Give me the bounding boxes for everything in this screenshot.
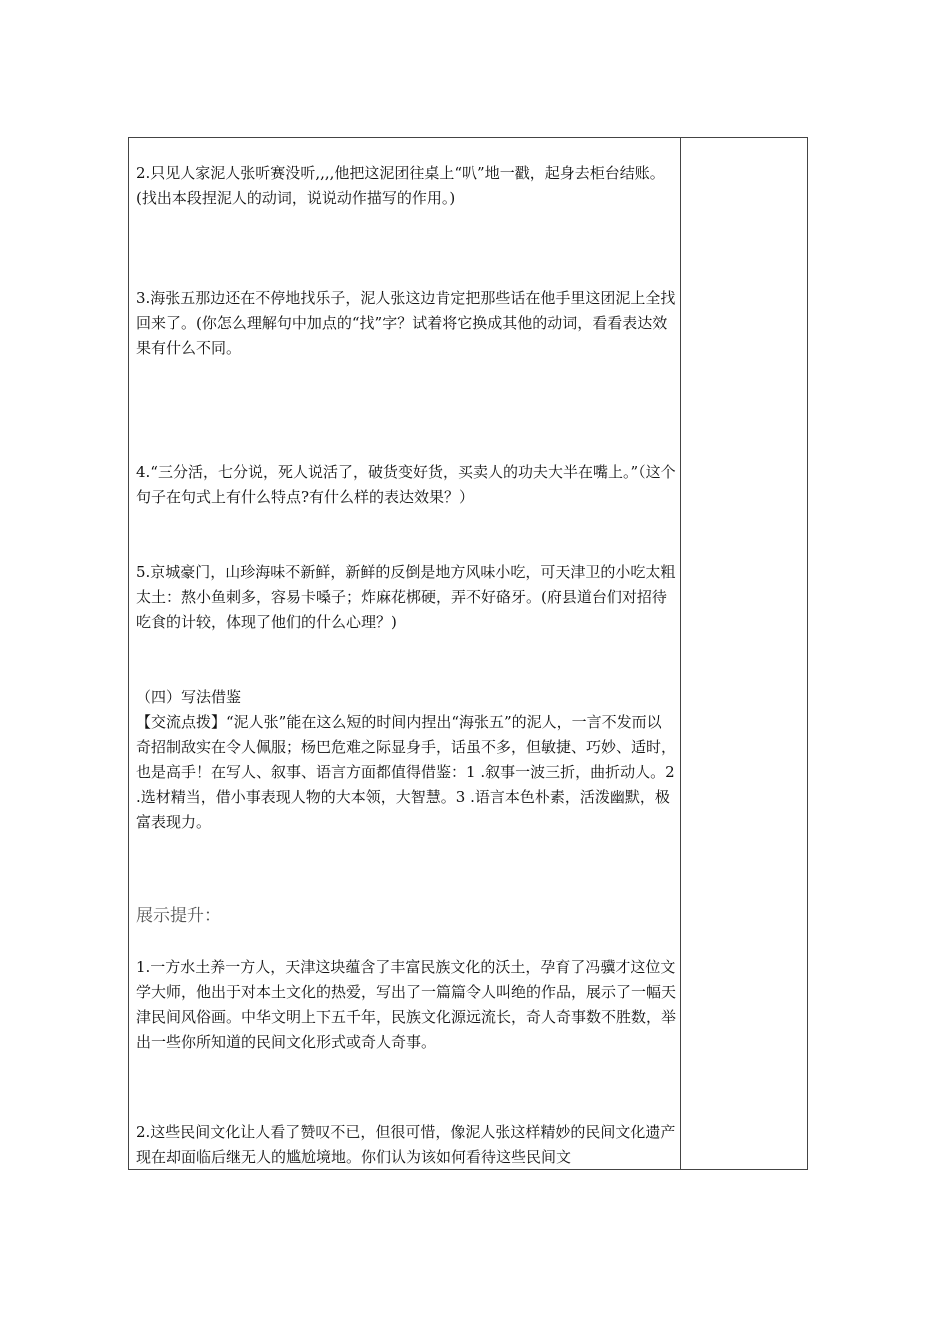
- question-5: 5.京城豪门，山珍海味不新鲜，新鲜的反倒是地方风味小吃，可天津卫的小吃太粗太土：熬小鱼刺多，容易卡嗓子；炸麻花梆硬，弄不好硌牙。(府县道台们对招待吃食的计较，体现了他们的什么心理？): [136, 563, 676, 631]
- question-4: 4.“三分活，七分说，死人说活了，破货变好货，买卖人的功夫大半在嘴上。”（这个句子在句式上有什么特点?有什么样的表达效果？）: [136, 463, 676, 506]
- question-2: 2.只见人家泥人张听赛没听,,,,他把这泥团往桌上“叭”地一戳，起身去柜台结账。(找出本段捏泥人的动词，说说动作描写的作用。): [136, 164, 665, 207]
- section-4-body: 【交流点拨】“泥人张”能在这么短的时间内捏出“海张五”的泥人，一言不发而以奇招制敌实在令人佩服；杨巴危难之际显身手，话虽不多，但敏捷、巧妙、适时，也是高手！在写人、叙事、语言方面都值得借鉴：1 .叙事一波三折，曲折动人。2 .选材精当，借小事表现人物的大本领，大智慧。3 .语言本色朴素，活泼幽默，极富表现力。: [136, 713, 677, 831]
- showcase-item-1: 1.一方水土养一方人，天津这块蕴含了丰富民族文化的沃土，孕育了冯骥才这位文学大师，他出于对本土文化的热爱，写出了一篇篇令人叫绝的作品，展示了一幅天津民间风俗画。中华文明上下五千年，民族文化源远流长，奇人奇事数不胜数，举出一些你所知道的民间文化形式或奇人奇事。: [136, 958, 677, 1051]
- question-3: 3.海张五那边还在不停地找乐子，泥人张这边肯定把那些话在他手里这团泥上全找回来了。(你怎么理解句中加点的“找”字？试着将它换成其他的动词，看看表达效果有什么不同。: [136, 289, 676, 357]
- showcase-item-2: 2.这些民间文化让人看了赞叹不已，但很可惜，像泥人张这样精妙的民间文化遗产现在却面临后继无人的尴尬境地。你们认为该如何看待这些民间文: [136, 1123, 676, 1166]
- section-4-title: （四）写法借鉴: [136, 688, 242, 706]
- showcase-title: 展示提升：: [136, 906, 221, 926]
- column-divider: [680, 137, 681, 1170]
